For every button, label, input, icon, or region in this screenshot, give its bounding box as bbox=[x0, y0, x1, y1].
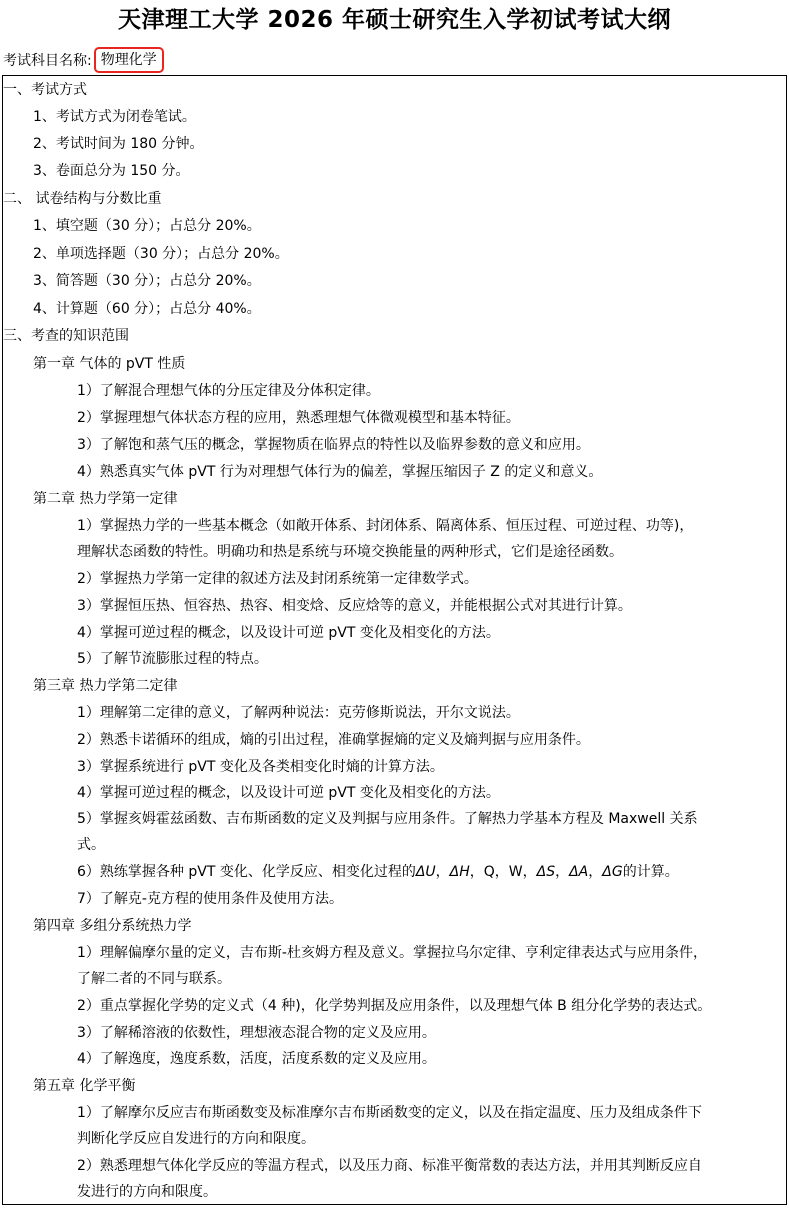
list-item: 1）理解偏摩尔量的定义，吉布斯-杜亥姆方程及意义。掌握拉乌尔定律、亨利定律表达式与应用条件， bbox=[77, 945, 707, 961]
section-heading-knowledge-scope: 三、考查的知识范围 bbox=[3, 328, 129, 344]
list-item: 4）熟悉真实气体 pVT 行为对理想气体行为的偏差，掌握压缩因子 Z 的定义和意义。 bbox=[77, 464, 603, 480]
section-heading-paper-structure: 二、 试卷结构与分数比重 bbox=[3, 191, 162, 207]
list-item: 2、考试时间为 180 分钟。 bbox=[33, 136, 204, 152]
list-item: 4）掌握可逆过程的概念，以及设计可逆 pVT 变化及相变化的方法。 bbox=[77, 625, 500, 641]
text-span: 6）熟练掌握各种 pVT 变化、化学反应、相变化过程的 bbox=[77, 864, 416, 880]
subject-label: 考试科目名称: bbox=[3, 53, 92, 69]
text-span: ， bbox=[435, 864, 450, 880]
page-title: 天津理工大学 2026 年硕士研究生入学初试考试大纲 bbox=[117, 7, 672, 33]
delta-h-symbol: ΔH bbox=[449, 864, 470, 880]
list-item: 2）熟悉卡诺循环的组成，熵的引出过程，准确掌握熵的定义及熵判据与应用条件。 bbox=[77, 732, 590, 748]
list-item: 1）了解摩尔反应吉布斯函数变及标准摩尔吉布斯函数变的定义，以及在指定温度、压力及组成条件下 bbox=[77, 1105, 702, 1121]
list-item: 3）了解稀溶液的依数性，理想液态混合物的定义及应用。 bbox=[77, 1025, 436, 1041]
subject-value-highlight: 物理化学 bbox=[94, 47, 164, 73]
list-item: 7）了解克-克方程的使用条件及使用方法。 bbox=[77, 891, 343, 907]
chapter-title-2: 第二章 热力学第一定律 bbox=[33, 491, 178, 507]
text-span: ，Q，W， bbox=[469, 864, 537, 880]
chapter-title-1: 第一章 气体的 pVT 性质 bbox=[33, 356, 186, 372]
delta-g-symbol: ΔG bbox=[602, 864, 623, 880]
delta-s-symbol: ΔS bbox=[536, 864, 556, 880]
list-item: 1）理解第二定律的意义，了解两种说法：克劳修斯说法，开尔文说法。 bbox=[77, 705, 520, 721]
list-item: 4、计算题（60 分）；占总分 40%。 bbox=[33, 301, 261, 317]
subject-row bbox=[3, 46, 164, 76]
chapter-title-3: 第三章 热力学第二定律 bbox=[33, 678, 178, 694]
delta-u-symbol: ΔU bbox=[415, 864, 436, 880]
list-item-continued: 了解二者的不同与联系。 bbox=[77, 971, 231, 987]
list-item-continued: 理解状态函数的特性。明确功和热是系统与环境交换能量的两种形式，它们是途径函数。 bbox=[77, 544, 623, 560]
section-heading-exam-method: 一、考试方式 bbox=[3, 82, 87, 98]
list-item: 3、简答题（30 分）；占总分 20%。 bbox=[33, 273, 261, 289]
list-item: 1、填空题（30 分）；占总分 20%。 bbox=[33, 218, 261, 234]
list-item: 3）掌握恒压热、恒容热、热容、相变焓、反应焓等的意义，并能根据公式对其进行计算。 bbox=[77, 598, 632, 614]
list-item: 1）了解混合理想气体的分压定律及分体积定律。 bbox=[77, 383, 380, 399]
list-item: 3、卷面总分为 150 分。 bbox=[33, 163, 190, 179]
list-item-continued: 式。 bbox=[77, 837, 105, 853]
list-item-thermo-quantities bbox=[77, 859, 679, 886]
delta-a-symbol: ΔA bbox=[569, 864, 589, 880]
list-item: 4）了解逸度，逸度系数，活度，活度系数的定义及应用。 bbox=[77, 1051, 436, 1067]
list-item: 3）了解饱和蒸气压的概念，掌握物质在临界点的特性以及临界参数的意义和应用。 bbox=[77, 437, 590, 453]
chapter-title-4: 第四章 多组分系统热力学 bbox=[33, 918, 192, 934]
list-item: 2）熟悉理想气体化学反应的等温方程式，以及压力商、标准平衡常数的表达方法，并用其判断反应自 bbox=[77, 1158, 702, 1174]
chapter-title-5: 第五章 化学平衡 bbox=[33, 1078, 136, 1094]
list-item: 2）重点掌握化学势的定义式（4 种)，化学势判据及应用条件，以及理想气体 B 组分化学势的表达式。 bbox=[77, 998, 712, 1014]
list-item-continued: 判断化学反应自发进行的方向和限度。 bbox=[77, 1131, 315, 1147]
text-span: ， bbox=[555, 864, 570, 880]
text-span: ， bbox=[588, 864, 603, 880]
list-item-continued: 发进行的方向和限度。 bbox=[77, 1184, 217, 1200]
list-item: 1、考试方式为闭卷笔试。 bbox=[33, 109, 196, 125]
list-item: 1）掌握热力学的一些基本概念（如敞开体系、封闭体系、隔离体系、恒压过程、可逆过程、功等)， bbox=[77, 518, 694, 534]
list-item: 3）掌握系统进行 pVT 变化及各类相变化时熵的计算方法。 bbox=[77, 759, 444, 775]
list-item: 2、单项选择题（30 分）；占总分 20%。 bbox=[33, 246, 289, 262]
list-item: 5）了解节流膨胀过程的特点。 bbox=[77, 651, 268, 667]
list-item: 5）掌握亥姆霍兹函数、吉布斯函数的定义及判据与应用条件。了解热力学基本方程及 Maxwell 关系 bbox=[77, 811, 698, 827]
text-span: 的计算。 bbox=[622, 864, 679, 880]
list-item: 2）掌握热力学第一定律的叙述方法及封闭系统第一定律数学式。 bbox=[77, 571, 478, 587]
list-item: 2）掌握理想气体状态方程的应用，熟悉理想气体微观模型和基本特征。 bbox=[77, 410, 520, 426]
list-item: 4）掌握可逆过程的概念，以及设计可逆 pVT 变化及相变化的方法。 bbox=[77, 785, 500, 801]
